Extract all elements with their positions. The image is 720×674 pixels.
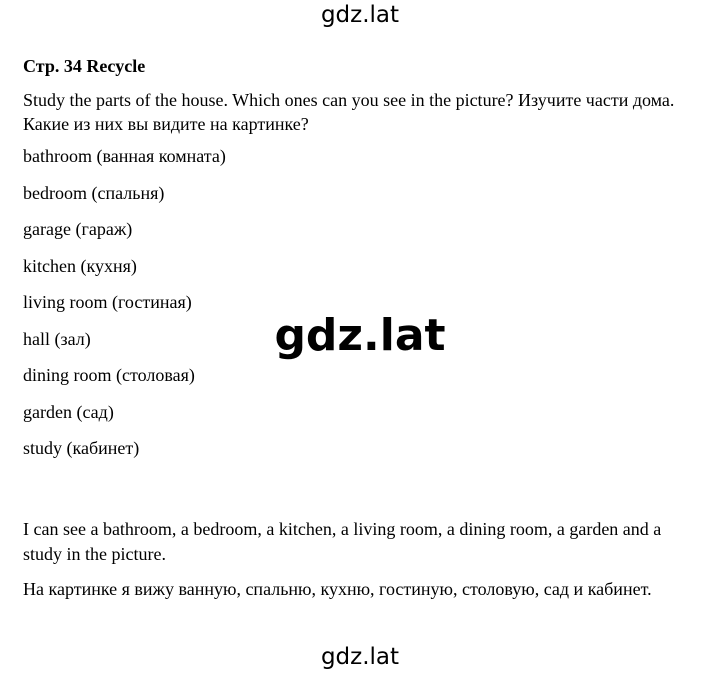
- answer-english: I can see a bathroom, a bedroom, a kitchen, a living room, a dining room, a garden and a study in the picture.: [23, 519, 662, 564]
- vocabulary-item-garden: garden (сад): [23, 401, 114, 422]
- watermark-top: gdz.lat: [320, 2, 400, 28]
- vocabulary-item-bathroom: bathroom (ванная комната): [23, 146, 226, 166]
- vocabulary-item-living-room: living room (гостиная): [23, 292, 192, 312]
- vocabulary-item-kitchen: kitchen (кухня): [23, 255, 137, 276]
- answer-russian: На картинке я вижу ванную, спальню, кухню, гостиную, столовую, сад и кабинет.: [23, 579, 652, 599]
- vocabulary-item-garage: garage (гараж): [23, 219, 133, 239]
- page-heading: Стр. 34 Recycle: [23, 56, 146, 76]
- vocabulary-item-hall: hall (зал): [23, 328, 91, 349]
- exercise-section: [23, 54, 703, 473]
- vocabulary-list: [23, 144, 703, 460]
- vocabulary-item-dining-room: dining room (столовая): [23, 365, 195, 385]
- watermark-middle: gdz.lat: [274, 310, 446, 361]
- exercise-instruction: Study the parts of the house. Which ones can you see in the picture? Изучите части дома. Какие из них вы видите на картинке?: [23, 90, 675, 134]
- vocabulary-item-bedroom: bedroom (спальня): [23, 182, 165, 203]
- vocabulary-item-study: study (кабинет): [23, 438, 140, 458]
- watermark-bottom: gdz.lat: [320, 644, 400, 670]
